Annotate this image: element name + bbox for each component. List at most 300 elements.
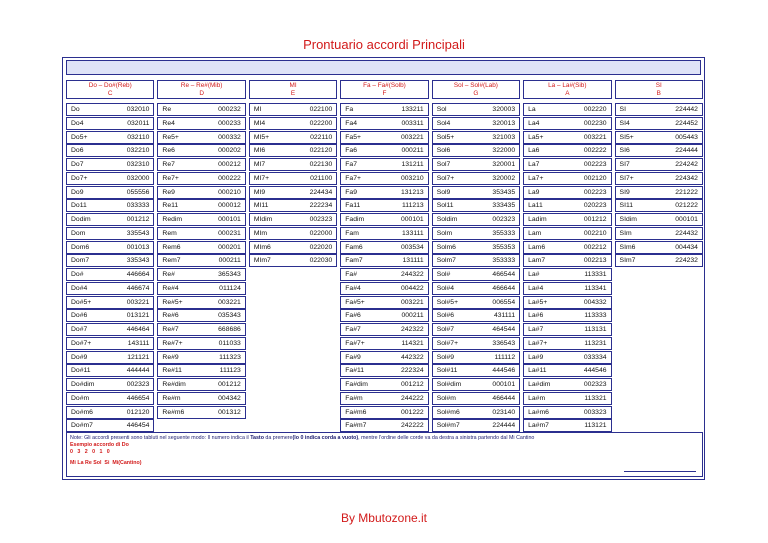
chord-name: Fam <box>345 229 359 237</box>
chord-name: Do#7+ <box>71 339 92 347</box>
chord-name: Rem <box>162 229 177 237</box>
chord-fingering: 222324 <box>401 367 424 375</box>
chord-name: Re11 <box>162 202 179 210</box>
chord-fingering: 032000 <box>126 174 150 182</box>
chord-name: La#4 <box>528 284 544 292</box>
chord-cell <box>340 172 428 185</box>
column-header-name: Do – Do#(Reb) <box>88 82 132 89</box>
chord-fingering: 121121 <box>127 353 150 361</box>
chord-fingering: 113231 <box>584 339 607 347</box>
chord-fingering: 221222 <box>675 188 698 196</box>
chord-name: Fa5+ <box>345 133 361 141</box>
chord-name: Do#m6 <box>71 408 93 416</box>
chord-cell <box>66 406 154 419</box>
chord-fingering: 011033 <box>218 339 241 347</box>
chord-fingering: 001312 <box>218 408 241 416</box>
chord-name: Do#m <box>71 394 90 402</box>
chord-name: Fa7+ <box>345 174 361 182</box>
column-header <box>523 80 611 99</box>
column-header-letter: D <box>199 90 204 97</box>
chord-name: Soldim <box>436 216 458 223</box>
column-header <box>615 80 703 99</box>
chord-name: Dom7 <box>71 257 90 265</box>
column-header <box>249 80 337 99</box>
chord-cell <box>340 364 428 377</box>
chord-name: Sol11 <box>436 202 454 210</box>
chord-cell <box>615 117 703 130</box>
chord-cell <box>66 172 154 185</box>
chord-cell <box>249 144 337 157</box>
chord-name: Fa9 <box>345 188 357 196</box>
chord-fingering: 002230 <box>583 119 607 127</box>
chord-fingering: 113331 <box>584 271 607 278</box>
chord-fingering: 035343 <box>218 312 241 320</box>
chord-cell <box>157 309 245 322</box>
chord-cell <box>66 364 154 377</box>
chord-name: MI <box>253 106 262 113</box>
chord-name: MI7 <box>253 161 266 168</box>
chord-cell <box>157 241 245 254</box>
column-header-name: Re – Re#(Mib) <box>180 82 223 89</box>
chord-cell <box>340 419 428 432</box>
chord-fingering: 131111 <box>402 257 424 265</box>
chord-column <box>340 80 428 433</box>
chord-fingering: 000211 <box>218 257 241 265</box>
chord-fingering: 002220 <box>583 106 607 113</box>
chord-name: Do6 <box>71 147 84 155</box>
example-digits: 0 3 2 0 1 0 <box>70 449 110 455</box>
chord-cell <box>615 241 703 254</box>
chord-cell <box>66 337 154 350</box>
chord-fingering: 022120 <box>309 147 333 155</box>
chord-cell <box>66 392 154 405</box>
chord-name: Dom <box>71 229 86 237</box>
chord-name: Sol9 <box>436 188 451 196</box>
chord-name: MIm7 <box>253 257 271 265</box>
chord-cell <box>66 296 154 309</box>
chord-cell <box>523 199 611 212</box>
chord-column <box>523 80 611 433</box>
chord-fingering: 113321 <box>584 394 607 402</box>
chord-cell <box>249 241 337 254</box>
chord-name: La6 <box>528 147 540 155</box>
chord-name: La7+ <box>528 174 544 182</box>
chord-cell <box>615 227 703 240</box>
chord-fingering: 022030 <box>309 257 333 265</box>
chord-fingering: 021100 <box>310 174 333 182</box>
column-header <box>66 80 154 99</box>
chord-cell <box>523 378 611 391</box>
chord-name: Fa#7 <box>345 326 361 333</box>
chord-fingering: 113333 <box>584 312 607 320</box>
chord-cell <box>523 392 611 405</box>
chord-fingering: 320001 <box>492 161 516 168</box>
chord-fingering: 002210 <box>583 229 607 237</box>
chord-cell <box>523 254 611 267</box>
chord-fingering: 002212 <box>583 243 607 251</box>
chord-cell <box>523 296 611 309</box>
chord-fingering: 353333 <box>492 257 516 265</box>
chord-fingering: 143111 <box>127 339 150 347</box>
chord-fingering: 002323 <box>126 381 150 388</box>
chord-name: Do#9 <box>71 353 88 361</box>
chord-cell <box>66 309 154 322</box>
chord-cell <box>340 254 428 267</box>
chord-name: Sol#7+ <box>436 339 459 347</box>
chord-fingering: 022000 <box>309 229 333 237</box>
chord-cell <box>157 351 245 364</box>
chord-cell <box>66 378 154 391</box>
chord-cell <box>523 117 611 130</box>
chord-name: Fa#6 <box>345 312 361 320</box>
chord-fingering: 353435 <box>492 188 516 196</box>
chord-name: Re7+ <box>162 174 179 182</box>
chord-cell <box>523 337 611 350</box>
chord-fingering: 022020 <box>309 243 333 251</box>
chord-name: Ladim <box>528 216 547 223</box>
chord-cell <box>157 158 245 171</box>
column-header-letter: A <box>565 90 570 97</box>
chord-name: Fa#dim <box>345 381 368 388</box>
chord-fingering: 003221 <box>218 298 241 306</box>
chord-cell <box>66 227 154 240</box>
chord-name: Rem7 <box>162 257 181 265</box>
chord-fingering: 133211 <box>401 106 424 113</box>
chord-name: Lam6 <box>528 243 546 251</box>
chord-fingering: 355333 <box>492 229 516 237</box>
chord-cell <box>157 254 245 267</box>
chord-name: Fa#m7 <box>345 422 367 430</box>
column-header <box>340 80 428 99</box>
chord-name: La#6 <box>528 312 544 320</box>
chord-fingering: 446464 <box>126 326 150 333</box>
chord-name: La#7+ <box>528 339 548 347</box>
chord-name: Fa#11 <box>345 367 365 375</box>
chord-cell <box>523 282 611 295</box>
chord-fingering: 002323 <box>583 381 607 388</box>
chord-fingering: 224444 <box>492 422 516 430</box>
chord-cell <box>157 296 245 309</box>
chord-name: Fa#9 <box>345 353 361 361</box>
column-header <box>157 80 245 99</box>
chord-fingering: 431111 <box>493 312 516 320</box>
chord-cell <box>157 406 245 419</box>
note-text: Note: Gli accordi presenti sono tabluti nel seguente modo: Il numero indica il Tasto da premere(lo 0 indica corda a vuoto), mentre l'ordine delle corde va da destra a sinistra partendo dal Mi Cantino <box>70 435 535 441</box>
column-header-name: Fa – Fa#(Solb) <box>363 82 406 89</box>
chord-cell <box>523 268 611 281</box>
chord-fingering: 001013 <box>126 243 150 251</box>
chord-name: Re9 <box>162 188 175 196</box>
chord-cell <box>432 268 520 281</box>
string-order: Mi La Re Sol Si Mi(Cantino) <box>70 460 142 466</box>
chord-fingering: 022110 <box>310 133 333 141</box>
byline: By Mbutozone.it <box>340 511 428 525</box>
chord-cell <box>523 323 611 336</box>
chord-name: SI <box>619 106 626 113</box>
chord-cell <box>157 186 245 199</box>
column-header-name: Sol – Sol#(Lab) <box>453 82 498 89</box>
chord-fingering: 355353 <box>492 243 516 251</box>
chord-name: Re#9 <box>162 353 179 361</box>
column-header-letter: E <box>290 90 296 97</box>
chord-name: SIdim <box>619 216 637 223</box>
chord-fingering: 000012 <box>218 202 241 210</box>
chord-name: Re#5+ <box>162 298 183 306</box>
chord-fingering: 001222 <box>401 408 424 416</box>
chord-name: Sol#m7 <box>436 422 460 430</box>
chord-cell <box>615 103 703 116</box>
chord-cell <box>432 309 520 322</box>
column-header-letter: C <box>107 90 113 97</box>
chord-name: Fadim <box>345 216 365 223</box>
chord-cell <box>432 186 520 199</box>
chord-cell <box>523 131 611 144</box>
chord-cell <box>523 364 611 377</box>
chord-fingering: 003323 <box>583 408 607 416</box>
chord-name: La#5+ <box>528 298 548 306</box>
chord-cell <box>157 378 245 391</box>
chord-cell <box>523 158 611 171</box>
chord-fingering: 111213 <box>402 202 424 210</box>
chord-cell <box>432 144 520 157</box>
chord-name: SI5+ <box>619 133 634 141</box>
chord-name: Lam7 <box>528 257 546 265</box>
chord-name: Sol#9 <box>436 353 455 361</box>
chord-fingering: 133111 <box>402 229 424 237</box>
chord-cell <box>66 158 154 171</box>
chord-name: Fa#4 <box>345 284 361 292</box>
chord-name: Fa4 <box>345 119 357 127</box>
chord-fingering: 002222 <box>583 147 607 155</box>
chord-name: Do# <box>71 271 84 278</box>
chord-fingering: 224232 <box>675 257 698 265</box>
chord-name: Fa7 <box>345 161 357 168</box>
chord-name: Fa#m6 <box>345 408 367 416</box>
chord-cell <box>432 364 520 377</box>
chord-name: Do#4 <box>71 284 88 292</box>
chord-fingering: 000101 <box>492 381 516 388</box>
chord-name: La#7 <box>528 326 544 333</box>
chord-name: Do#11 <box>71 367 91 375</box>
chord-cell <box>432 158 520 171</box>
chord-name: Dom6 <box>71 243 90 251</box>
chord-fingering: 023140 <box>492 408 516 416</box>
chord-name: Redim <box>162 216 183 223</box>
chord-chart-frame <box>62 57 705 480</box>
chord-name: Re7 <box>162 161 175 168</box>
chord-fingering: 446454 <box>126 422 150 430</box>
chord-cell <box>615 131 703 144</box>
chord-name: SI7+ <box>619 174 634 182</box>
chord-fingering: 335543 <box>126 229 150 237</box>
chord-name: SI6 <box>619 147 630 155</box>
chord-fingering: 013121 <box>126 312 150 320</box>
page-title: Prontuario accordi Principali <box>303 37 465 52</box>
chord-cell <box>249 199 337 212</box>
chord-name: La#m6 <box>528 408 549 416</box>
chord-name: Re#6 <box>162 312 179 320</box>
chord-cell <box>157 131 245 144</box>
chord-cell <box>432 103 520 116</box>
chord-fingering: 242322 <box>401 326 424 333</box>
notes-box <box>66 432 703 477</box>
chord-name: Do5+ <box>71 133 88 141</box>
chord-cell <box>249 186 337 199</box>
chord-cell <box>157 199 245 212</box>
chord-cell <box>249 227 337 240</box>
chord-fingering: 320013 <box>492 119 516 127</box>
chord-fingering: 005443 <box>675 133 698 141</box>
chord-fingering: 131213 <box>401 188 424 196</box>
chord-fingering: 224444 <box>675 147 698 155</box>
chord-fingering: 444546 <box>583 367 607 375</box>
chord-fingering: 466644 <box>492 284 516 292</box>
chord-fingering: 032210 <box>126 147 150 155</box>
chord-fingering: 003534 <box>401 243 424 251</box>
chord-cell <box>432 323 520 336</box>
chord-cell <box>340 392 428 405</box>
column-header-letter: G <box>473 90 479 97</box>
chord-name: Solm7 <box>436 257 456 265</box>
chord-name: Do#7 <box>71 326 88 333</box>
chord-fingering: 004434 <box>675 243 698 251</box>
chord-cell <box>66 186 154 199</box>
chord-cell <box>157 117 245 130</box>
chord-cell <box>615 158 703 171</box>
chord-cell <box>523 186 611 199</box>
chord-cell <box>66 254 154 267</box>
chord-fingering: 113121 <box>584 422 607 430</box>
chord-name: MI9 <box>253 188 266 196</box>
chord-fingering: 000332 <box>218 133 241 141</box>
chord-fingering: 002323 <box>309 216 333 223</box>
chord-fingering: 444546 <box>492 367 516 375</box>
chord-cell <box>523 103 611 116</box>
chord-cell <box>432 117 520 130</box>
chord-name: Re5+ <box>162 133 179 141</box>
chord-name: Fa <box>345 106 354 113</box>
chord-name: Do11 <box>71 202 87 210</box>
chord-cell <box>523 351 611 364</box>
chord-fingering: 003210 <box>401 174 424 182</box>
chord-cell <box>66 241 154 254</box>
chord-column <box>157 80 245 433</box>
chord-name: Sol#5+ <box>436 298 459 306</box>
chord-fingering: 111323 <box>219 353 241 361</box>
chord-fingering: 466544 <box>492 271 516 278</box>
chord-fingering: 321003 <box>492 133 516 141</box>
table-top-bar <box>66 60 701 75</box>
chord-cell <box>432 392 520 405</box>
chord-name: Sol#4 <box>436 284 455 292</box>
chord-name: Fa# <box>345 271 357 278</box>
chord-cell <box>615 254 703 267</box>
chord-cell <box>340 103 428 116</box>
chord-fingering: 111123 <box>219 367 241 375</box>
chord-cell <box>615 186 703 199</box>
chord-cell <box>157 364 245 377</box>
chord-cell <box>340 296 428 309</box>
chord-fingering: 224242 <box>675 161 698 168</box>
chord-name: Do#6 <box>71 312 88 320</box>
chord-cell <box>432 378 520 391</box>
chord-name: MIm <box>253 229 268 237</box>
chord-fingering: 224434 <box>309 188 333 196</box>
chord-cell <box>432 254 520 267</box>
chord-name: La5+ <box>528 133 544 141</box>
signature-line <box>624 471 696 472</box>
chord-fingering: 224432 <box>675 229 698 237</box>
column-header-name: SI <box>655 82 662 89</box>
chord-name: MI5+ <box>253 133 270 141</box>
chord-name: La#dim <box>528 381 551 388</box>
chord-fingering: 011124 <box>219 284 241 292</box>
chord-fingering: 320002 <box>492 174 516 182</box>
chord-cell <box>66 213 154 226</box>
chord-fingering: 244322 <box>401 271 424 278</box>
chord-name: Re#7 <box>162 326 179 333</box>
chord-cell <box>523 227 611 240</box>
chord-cell <box>340 213 428 226</box>
chord-cell <box>432 351 520 364</box>
chord-name: Sol# <box>436 271 451 278</box>
chord-name: SIm7 <box>619 257 636 265</box>
chord-fingering: 444444 <box>126 367 150 375</box>
chord-fingering: 000232 <box>218 106 241 113</box>
chord-fingering: 442322 <box>401 353 424 361</box>
chord-cell <box>66 103 154 116</box>
chord-cell <box>66 131 154 144</box>
chord-cell <box>432 199 520 212</box>
chord-cell <box>249 117 337 130</box>
chord-fingering: 002323 <box>492 216 516 223</box>
chord-fingering: 032310 <box>126 161 150 168</box>
chord-cell <box>432 296 520 309</box>
chord-fingering: 004342 <box>218 394 241 402</box>
chord-name: Sol7+ <box>436 174 455 182</box>
chord-fingering: 003311 <box>401 119 424 127</box>
chord-fingering: 004422 <box>401 284 424 292</box>
chord-fingering: 446674 <box>126 284 150 292</box>
chord-name: Sol#dim <box>436 381 462 388</box>
chord-fingering: 032011 <box>127 119 150 127</box>
chord-column <box>249 80 337 433</box>
chord-cell <box>249 254 337 267</box>
chord-name: MI4 <box>253 119 266 127</box>
chord-cell <box>615 172 703 185</box>
chord-name: MI11 <box>253 202 269 210</box>
chord-cell <box>615 199 703 212</box>
chord-name: La <box>528 106 536 113</box>
chord-cell <box>432 419 520 432</box>
chord-cell <box>66 323 154 336</box>
chord-fingering: 003221 <box>401 133 424 141</box>
chord-cell <box>66 282 154 295</box>
chord-name: La# <box>528 271 540 278</box>
chord-name: Do9 <box>71 188 84 196</box>
chord-cell <box>340 268 428 281</box>
chord-fingering: 333435 <box>492 202 516 210</box>
chord-cell <box>523 406 611 419</box>
chord-fingering: 000101 <box>401 216 424 223</box>
chord-fingering: 335343 <box>126 257 150 265</box>
chord-name: Do <box>71 106 80 113</box>
chord-cell <box>432 241 520 254</box>
chord-cell <box>157 227 245 240</box>
chord-cell <box>432 406 520 419</box>
chord-name: La11 <box>528 202 543 210</box>
chord-cell <box>340 186 428 199</box>
